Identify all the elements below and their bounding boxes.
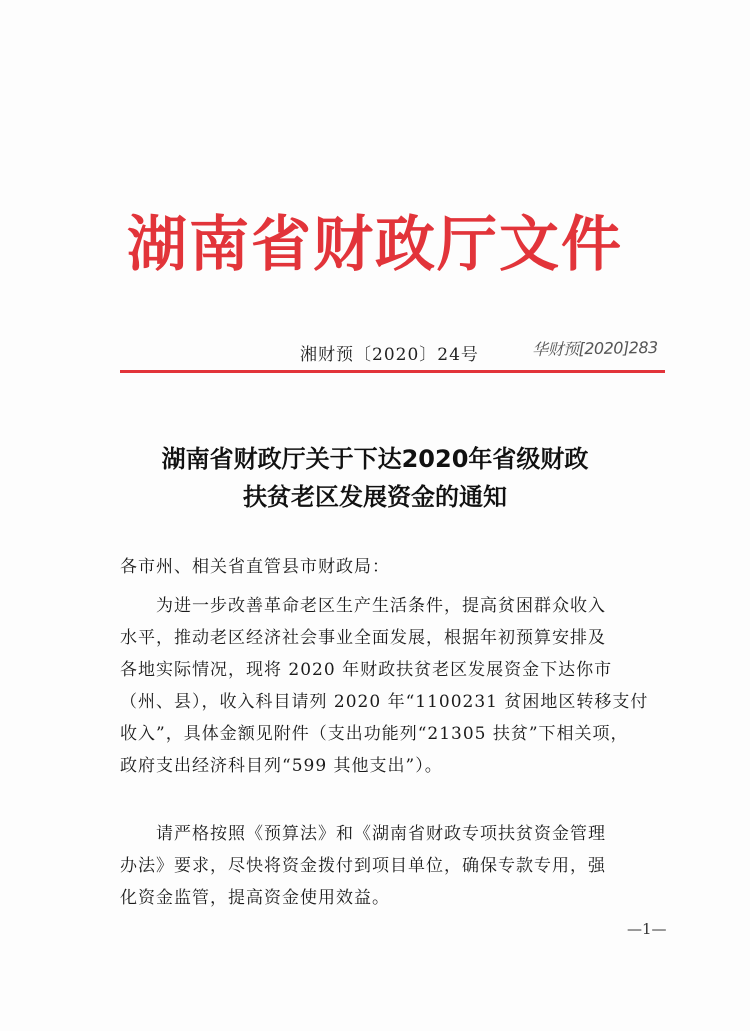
masthead-title: 湖南省财政厅文件	[127, 210, 623, 280]
paragraph-line: 请严格按照《预算法》和《湖南省财政专项扶贫资金管理	[156, 824, 606, 844]
document-title	[0, 440, 750, 516]
page-number: —1—	[627, 920, 667, 938]
document-number: 湘财预〔2020〕24号	[300, 345, 479, 365]
paragraph-line: 政府支出经济科目列“599 其他支出”）。	[120, 756, 443, 776]
paragraph-line: 化资金监管，提高资金使用效益。	[120, 888, 390, 908]
paragraph-line: 为进一步改善革命老区生产生活条件，提高贫困群众收入	[156, 596, 606, 616]
salutation: 各市州、相关省直管县市财政局：	[120, 557, 390, 577]
handwritten-annotation: 华财预[2020]283	[531, 337, 658, 360]
paragraph-line: 各地实际情况，现将 2020 年财政扶贫老区发展资金下达你市	[120, 660, 613, 680]
paragraph-line: 水平，推动老区经济社会事业全面发展，根据年初预算安排及	[120, 628, 606, 648]
paragraph-1	[120, 590, 668, 782]
paragraph-line: 办法》要求，尽快将资金拨付到项目单位，确保专款专用，强	[120, 856, 606, 876]
title-line-1: 湖南省财政厅关于下达2020年省级财政	[161, 445, 589, 473]
paragraph-line: （州、县），收入科目请列 2020 年“1100231 贫困地区转移支付	[120, 692, 649, 712]
paragraph-2	[120, 818, 668, 914]
title-line-2: 扶贫老区发展资金的通知	[243, 483, 507, 511]
paragraph-line: 收入”，具体金额见附件（支出功能列“21305 扶贫”下相关项，	[120, 724, 629, 744]
red-divider-line	[120, 370, 665, 373]
